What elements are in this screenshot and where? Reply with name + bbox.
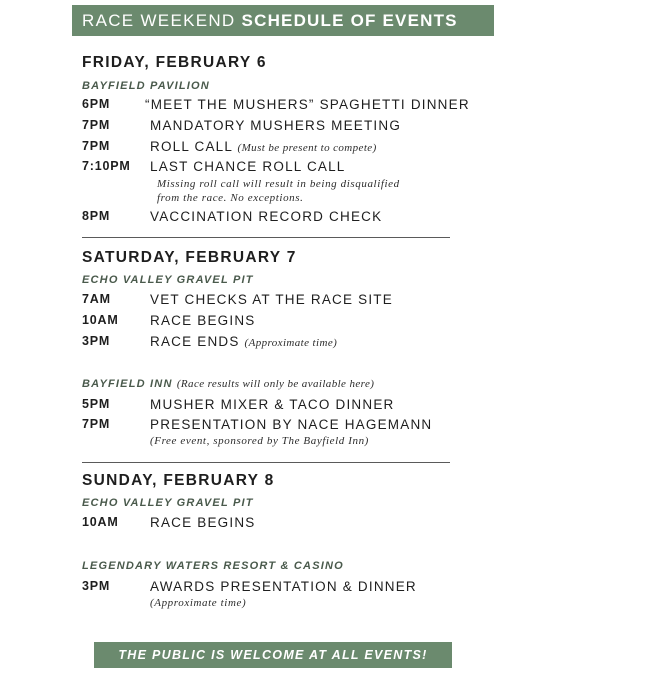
event-title: “MEET THE MUSHERS” SPAGHETTI DINNER bbox=[145, 97, 470, 112]
sunday-heading: SUNDAY, FEBRUARY 8 bbox=[82, 472, 275, 489]
event-title-with-note bbox=[150, 334, 337, 349]
schedule-banner bbox=[72, 5, 494, 36]
section-divider bbox=[82, 462, 450, 463]
saturday-venue-2 bbox=[82, 378, 374, 390]
sunday-venue: ECHO VALLEY GRAVEL PIT bbox=[82, 497, 254, 509]
event-title: MANDATORY MUSHERS MEETING bbox=[150, 118, 402, 133]
event-title: VACCINATION RECORD CHECK bbox=[150, 209, 383, 224]
event-title: RACE ENDS bbox=[150, 334, 240, 349]
event-time: 10AM bbox=[82, 313, 119, 327]
event-subnote-line-2: from the race. No exceptions. bbox=[157, 192, 304, 204]
event-time: 10AM bbox=[82, 515, 119, 529]
event-title: RACE BEGINS bbox=[150, 313, 256, 328]
event-time: 8PM bbox=[82, 209, 111, 223]
event-subnote-line-1: Missing roll call will result in being disqualified bbox=[157, 178, 400, 190]
event-title: AWARDS PRESENTATION & DINNER bbox=[150, 579, 417, 594]
venue-note: (Race results will only be available here) bbox=[176, 378, 375, 390]
event-time: 6PM bbox=[82, 97, 111, 111]
sunday-venue-2: LEGENDARY WATERS RESORT & CASINO bbox=[82, 560, 344, 572]
friday-venue: BAYFIELD PAVILION bbox=[82, 80, 210, 92]
banner-title: SCHEDULE OF EVENTS bbox=[241, 11, 458, 30]
event-time: 5PM bbox=[82, 397, 111, 411]
event-title: MUSHER MIXER & TACO DINNER bbox=[150, 397, 395, 412]
event-note: (Must be present to compete) bbox=[237, 142, 377, 154]
section-divider bbox=[82, 237, 450, 238]
venue-name: BAYFIELD INN bbox=[82, 378, 173, 390]
saturday-heading: SATURDAY, FEBRUARY 7 bbox=[82, 249, 297, 266]
event-subnote: (Approximate time) bbox=[150, 597, 247, 609]
event-time: 7AM bbox=[82, 292, 111, 306]
event-note: (Approximate time) bbox=[244, 337, 338, 349]
event-time: 7PM bbox=[82, 139, 111, 153]
event-subnote: (Free event, sponsored by The Bayfield Inn) bbox=[150, 435, 369, 447]
saturday-venue: ECHO VALLEY GRAVEL PIT bbox=[82, 274, 254, 286]
event-time: 3PM bbox=[82, 579, 111, 593]
event-title: ROLL CALL bbox=[150, 139, 233, 154]
event-title: RACE BEGINS bbox=[150, 515, 256, 530]
public-welcome-banner: THE PUBLIC IS WELCOME AT ALL EVENTS! bbox=[94, 642, 452, 668]
event-time: 7:10PM bbox=[82, 159, 131, 173]
banner-prefix: RACE WEEKEND bbox=[82, 11, 236, 30]
event-title: PRESENTATION BY NACE HAGEMANN bbox=[150, 417, 433, 432]
friday-heading: FRIDAY, FEBRUARY 6 bbox=[82, 54, 267, 71]
event-time: 3PM bbox=[82, 334, 111, 348]
event-title-with-note bbox=[150, 139, 377, 154]
event-title: VET CHECKS AT THE RACE SITE bbox=[150, 292, 393, 307]
event-time: 7PM bbox=[82, 417, 111, 431]
event-time: 7PM bbox=[82, 118, 111, 132]
event-title: LAST CHANCE ROLL CALL bbox=[150, 159, 346, 174]
